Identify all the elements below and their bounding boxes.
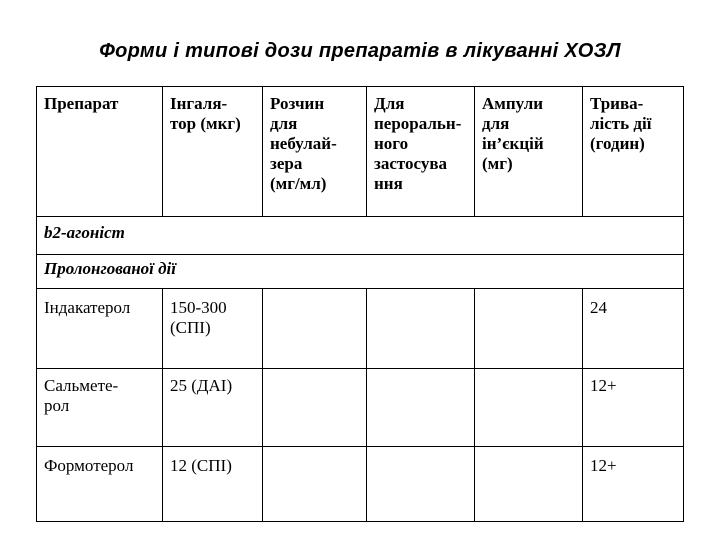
cell-duration: 12+ [590, 376, 617, 395]
column-separator [582, 86, 583, 217]
page-title: Форми і типові дози препаратів в лікуванні ХОЗЛ [99, 40, 621, 62]
group-separator-line [36, 254, 684, 255]
cell-inhaler: 25 (ДАІ) [170, 376, 233, 395]
group-b2-agonist: b2-агоніст [44, 223, 125, 242]
drug-table [36, 86, 684, 522]
header-inhaler: Інгаля- тор (мкг) [170, 94, 241, 133]
subgroup-separator-line [36, 288, 684, 289]
column-separator [474, 288, 475, 522]
cell-drug: Індакатерол [44, 298, 131, 317]
cell-duration: 24 [590, 298, 607, 317]
cell-drug: Сальмете- рол [44, 376, 119, 415]
header-nebulizer: Розчин для небулай- зера (мг/мл) [270, 94, 337, 193]
header-drug: Препарат [44, 94, 119, 113]
column-separator [366, 288, 367, 522]
header-oral: Для пероральн- ного застосува ння [374, 94, 462, 193]
cell-drug: Формотерол [44, 456, 134, 475]
table-border-top [36, 86, 684, 87]
column-separator [262, 288, 263, 522]
column-separator [582, 288, 583, 522]
cell-inhaler: 150-300 (СПІ) [170, 298, 227, 337]
row-separator-line [36, 368, 684, 369]
table-border-left [36, 86, 37, 522]
cell-duration: 12+ [590, 456, 617, 475]
table-border-bottom [36, 521, 684, 522]
header-duration: Трива- лість дії (годин) [590, 94, 652, 153]
column-separator [162, 288, 163, 522]
header-ampoules: Ампули для ін’єкцій (мг) [482, 94, 544, 173]
table-border-right [683, 86, 684, 522]
header-bottom-line [36, 216, 684, 217]
row-separator-line [36, 446, 684, 447]
column-separator [162, 86, 163, 217]
group-prolonged: Пролонгованої дії [44, 259, 177, 278]
column-separator [474, 86, 475, 217]
cell-inhaler: 12 (СПІ) [170, 456, 232, 475]
column-separator [366, 86, 367, 217]
column-separator [262, 86, 263, 217]
